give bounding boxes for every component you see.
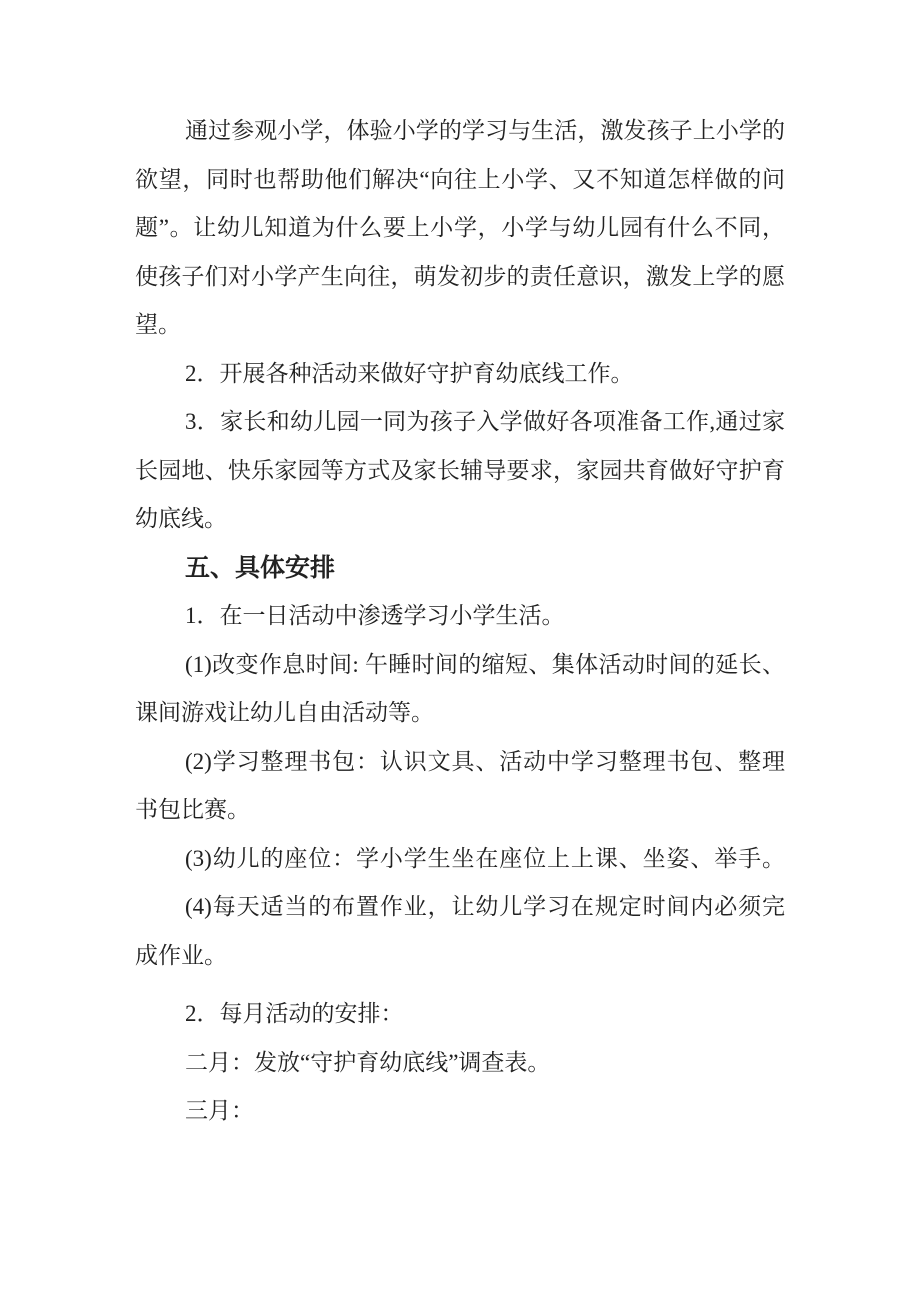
paragraph-line: 欲望，同时也帮助他们解决“向往上小学、又不知道怎样做的问 — [135, 166, 785, 192]
document-body — [135, 107, 785, 1136]
list-item-line: 3．家长和幼儿园一同为孩子入学做好各项准备工作,通过家 — [185, 409, 785, 434]
paragraph-line: 题”。让幼儿知道为什么要上小学，小学与幼儿园有什么不同， — [135, 215, 785, 240]
sublist-item-line: (1)改变作息时间: 午睡时间的缩短、集体活动时间的延长、 — [185, 651, 785, 677]
paragraph-line: 使孩子们对小学产生向往，萌发初步的责任意识，激发上学的愿 — [135, 263, 785, 289]
schedule-line-march: 三月： — [185, 1098, 254, 1123]
paragraph-line: 望。 — [135, 312, 181, 337]
paragraph-line: 课间游戏让幼儿自由活动等。 — [135, 700, 434, 725]
paragraph-line: 长园地、快乐家园等方式及家长辅导要求，家园共育做好守护育 — [135, 457, 785, 483]
paragraph-line: 成作业。 — [135, 942, 227, 968]
paragraph-line: 通过参观小学，体验小学的学习与生活，激发孩子上小学的 — [185, 118, 785, 143]
sublist-item-line: (3)幼儿的座位：学小学生坐在座位上上课、坐姿、举手。 — [185, 845, 785, 871]
list-item-line: 1．在一日活动中渗透学习小学生活。 — [185, 603, 565, 628]
paragraph-line: 书包比赛。 — [135, 797, 250, 822]
list-item-line: 2．开展各种活动来做好守护育幼底线工作。 — [185, 360, 634, 386]
paragraph-line: 幼底线。 — [135, 506, 227, 531]
section-heading: 五、具体安排 — [185, 552, 336, 582]
schedule-line-february: 二月：发放“守护育幼底线”调查表。 — [185, 1049, 551, 1075]
list-item-line: 2．每月活动的安排： — [185, 1001, 404, 1026]
sublist-item-line: (2)学习整理书包：认识文具、活动中学习整理书包、整理 — [185, 748, 785, 774]
sublist-item-line: (4)每天适当的布置作业，让幼儿学习在规定时间内必须完 — [185, 894, 785, 919]
